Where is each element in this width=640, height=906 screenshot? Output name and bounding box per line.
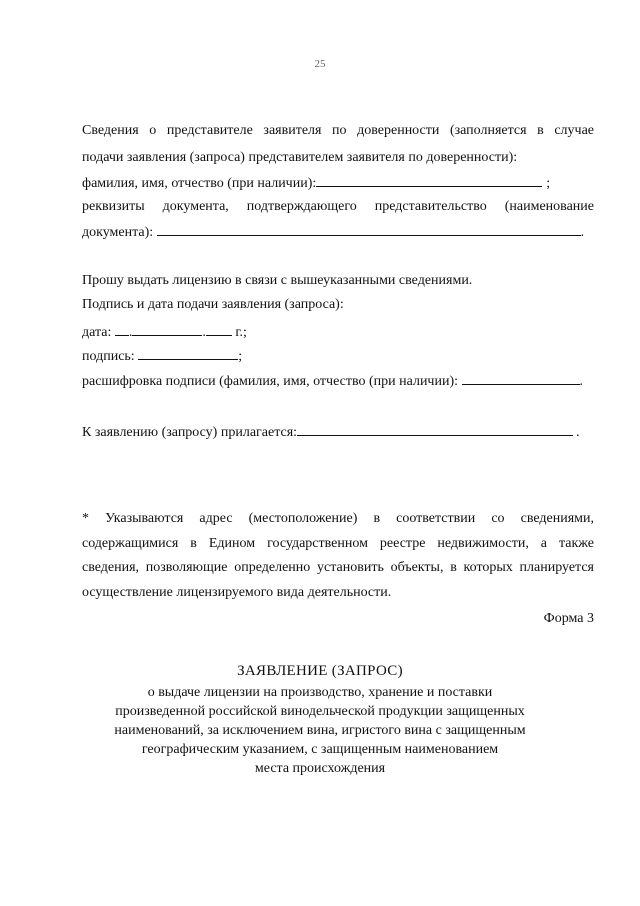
footnote-line1: * Указываются адрес (местоположение) в соответствии со сведениями,	[82, 511, 594, 526]
fio-field-row	[82, 173, 594, 193]
date-label: дата:	[82, 325, 112, 340]
signature-end: ;	[238, 349, 243, 364]
form3-subtitle-line3: наименований, за исключением вина, игристого вина с защищенным	[114, 723, 526, 738]
form3-subtitle-line5: места происхождения	[254, 761, 386, 776]
decoding-label: расшифровка подписи (фамилия, имя, отчество (при наличии):	[82, 374, 459, 389]
fio-label: фамилия, имя, отчество (при наличии):	[82, 176, 317, 191]
attachment-label: К заявлению (запросу) прилагается:	[82, 425, 298, 440]
attachment-end: .	[576, 425, 580, 440]
form-number-label: Форма 3	[543, 611, 594, 626]
decoding-end: .	[579, 374, 584, 389]
date-field-row	[82, 322, 594, 342]
representative-intro-line1: Сведения о представителе заявителя по доверенности (заполняется в случае	[82, 123, 594, 138]
document-end: .	[580, 225, 585, 240]
attachment-blank-line[interactable]	[297, 422, 573, 436]
decoding-field-row	[82, 371, 594, 391]
license-request-text: Прошу выдать лицензию в связи с вышеуказанными сведениями.	[82, 273, 473, 288]
document-line1: реквизиты документа, подтверждающего представительство (наименование	[82, 199, 594, 214]
date-sep-1: .	[128, 325, 133, 340]
fio-blank-line[interactable]	[316, 173, 542, 187]
signature-blank-line[interactable]	[138, 346, 238, 360]
footnote-line2: содержащимися в Едином государственном реестре недвижимости, а также	[82, 536, 594, 551]
signature-field-row	[82, 346, 594, 366]
date-year-suffix: г.;	[235, 325, 247, 340]
representative-intro-line2: подачи заявления (запроса) представителем заявителя по доверенности):	[82, 150, 518, 165]
fio-end: ;	[546, 176, 551, 191]
form3-subtitle-line2: произведенной российской винодельческой продукции защищенных	[115, 704, 525, 719]
document-blank-line[interactable]	[157, 222, 581, 236]
date-sep-2: .	[202, 325, 206, 340]
page-number: 25	[314, 58, 326, 70]
signature-label: подпись:	[82, 349, 135, 364]
form3-subtitle-line4: географическим указанием, с защищенным наименованием	[141, 742, 499, 757]
form3-title: ЗАЯВЛЕНИЕ (ЗАПРОС)	[237, 663, 403, 679]
form3-subtitle-line1: о выдаче лицензии на производство, хранение и поставки	[147, 685, 493, 700]
document-label: документа):	[82, 225, 154, 240]
date-month-blank[interactable]	[132, 322, 202, 336]
date-day-blank[interactable]	[115, 322, 129, 336]
footnote-line3: сведения, позволяющие определенно установить объекты, в которых планируется	[82, 560, 594, 575]
decoding-blank-line[interactable]	[462, 371, 580, 385]
document-field-row	[82, 222, 594, 242]
attachment-field-row	[82, 422, 594, 442]
date-year-blank[interactable]	[206, 322, 232, 336]
sign-date-heading: Подпись и дата подачи заявления (запроса):	[82, 297, 344, 312]
footnote-line4: осуществление лицензируемого вида деятельности.	[82, 585, 392, 600]
